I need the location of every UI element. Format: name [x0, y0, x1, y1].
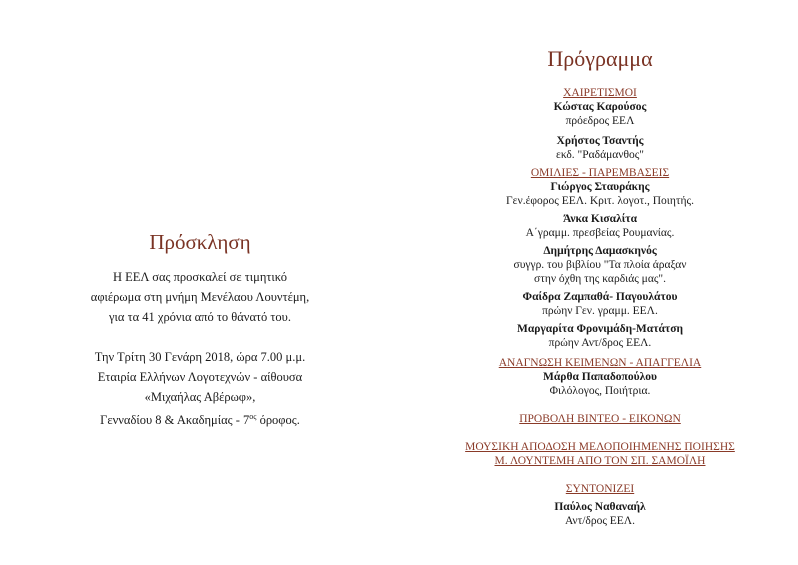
details-line-1: Την Τρίτη 30 Γενάρη 2018, ώρα 7.00 μ.μ. — [94, 350, 306, 364]
address-line — [40, 407, 360, 430]
speaker-role: πρώην Αντ/δρος ΕΕΛ. — [548, 337, 652, 349]
coordinator-header: ΣΥΝΤΟΝΙΖΕΙ — [565, 483, 635, 495]
speaker-role: Γεν.έφορος ΕΕΛ. Κριτ. λογοτ., Ποιητής. — [506, 195, 694, 207]
speaker-name: Χρήστος Τσαντής — [556, 135, 644, 147]
speaker-name: Άνκα Κισαλίτα — [562, 213, 638, 225]
speaker-role: πρόεδρος ΕΕΛ — [565, 115, 635, 127]
speaker-role: Α΄γραμμ. πρεσβείας Ρουμανίας. — [525, 227, 675, 239]
invitation-title: Πρόσκληση — [149, 230, 251, 254]
coordinator-name: Παύλος Ναθαναήλ — [554, 501, 646, 513]
speaker-role-cont: στην όχθη της καρδιάς μας". — [534, 273, 666, 285]
reader-role: Φιλόλογος, Ποιήτρια. — [549, 385, 651, 397]
speaker-role: συγγρ. του βιβλίου "Τα πλοία άραξαν — [513, 259, 687, 271]
details-line-3: «Μιχαήλας Αβέρωφ», — [144, 390, 256, 404]
music-header-2: Μ. ΛΟΥΝΤΕΜΗ ΑΠΟ ΤΟΝ ΣΠ. ΣΑΜΟΪΛΗ — [494, 455, 706, 467]
coordinator-role: Αντ/δρος ΕΕΛ. — [564, 515, 636, 527]
intro-line-1: Η ΕΕΛ σας προσκαλεί σε τιμητικό — [112, 270, 288, 284]
invitation-panel — [40, 230, 360, 430]
reading-header: ΑΝΑΓΝΩΣΗ ΚΕΙΜΕΝΩΝ - ΑΠΑΓΓΕΛΙΑ — [498, 357, 702, 369]
intro-line-3: για τα 41 χρόνια από το θάνατό του. — [109, 310, 291, 324]
speaker-name: Μαργαρίτα Φρονιμάδη-Ματάτση — [516, 323, 684, 335]
address-main: Γενναδίου 8 & Ακαδημίας - 7 — [100, 413, 250, 428]
music-header-1: ΜΟΥΣΙΚΗ ΑΠΟΔΟΣΗ ΜΕΛΟΠΟΙΗΜΕΝΗΣ ΠΟΙΗΣΗΣ — [465, 441, 735, 453]
program-title: Πρόγραμμα — [547, 46, 653, 71]
address-sup: ος — [249, 412, 257, 421]
video-header: ΠΡΟΒΟΛΗ ΒΙΝΤΕΟ - ΕΙΚΟΝΩΝ — [519, 413, 681, 425]
details-line-2: Εταιρία Ελλήνων Λογοτεχνών - αίθουσα — [97, 370, 303, 384]
intro-line-2: αφιέρωμα στη μνήμη Μενέλαου Λουντέμη, — [90, 290, 310, 304]
speaker-name: Φαίδρα Ζαμπαθά- Παγουλάτου — [522, 291, 678, 303]
speaker-name: Δημήτρης Δαμασκηνός — [543, 245, 657, 257]
speaker-role: εκδ. "Ραδάμανθος" — [556, 149, 644, 161]
speaker-role: πρώην Γεν. γραμμ. ΕΕΛ. — [542, 305, 658, 317]
speaker-name: Γιώργος Σταυράκης — [550, 181, 650, 193]
program-panel — [440, 46, 760, 528]
reader-name: Μάρθα Παπαδοπούλου — [543, 371, 657, 383]
speeches-header: ΟΜΙΛΙΕΣ - ΠΑΡΕΜΒΑΣΕΙΣ — [530, 167, 670, 179]
address-end: όροφος. — [256, 413, 300, 428]
speaker-name: Κώστας Καρούσος — [553, 101, 647, 113]
greetings-header: ΧΑΙΡΕΤΙΣΜΟΙ — [563, 87, 637, 99]
